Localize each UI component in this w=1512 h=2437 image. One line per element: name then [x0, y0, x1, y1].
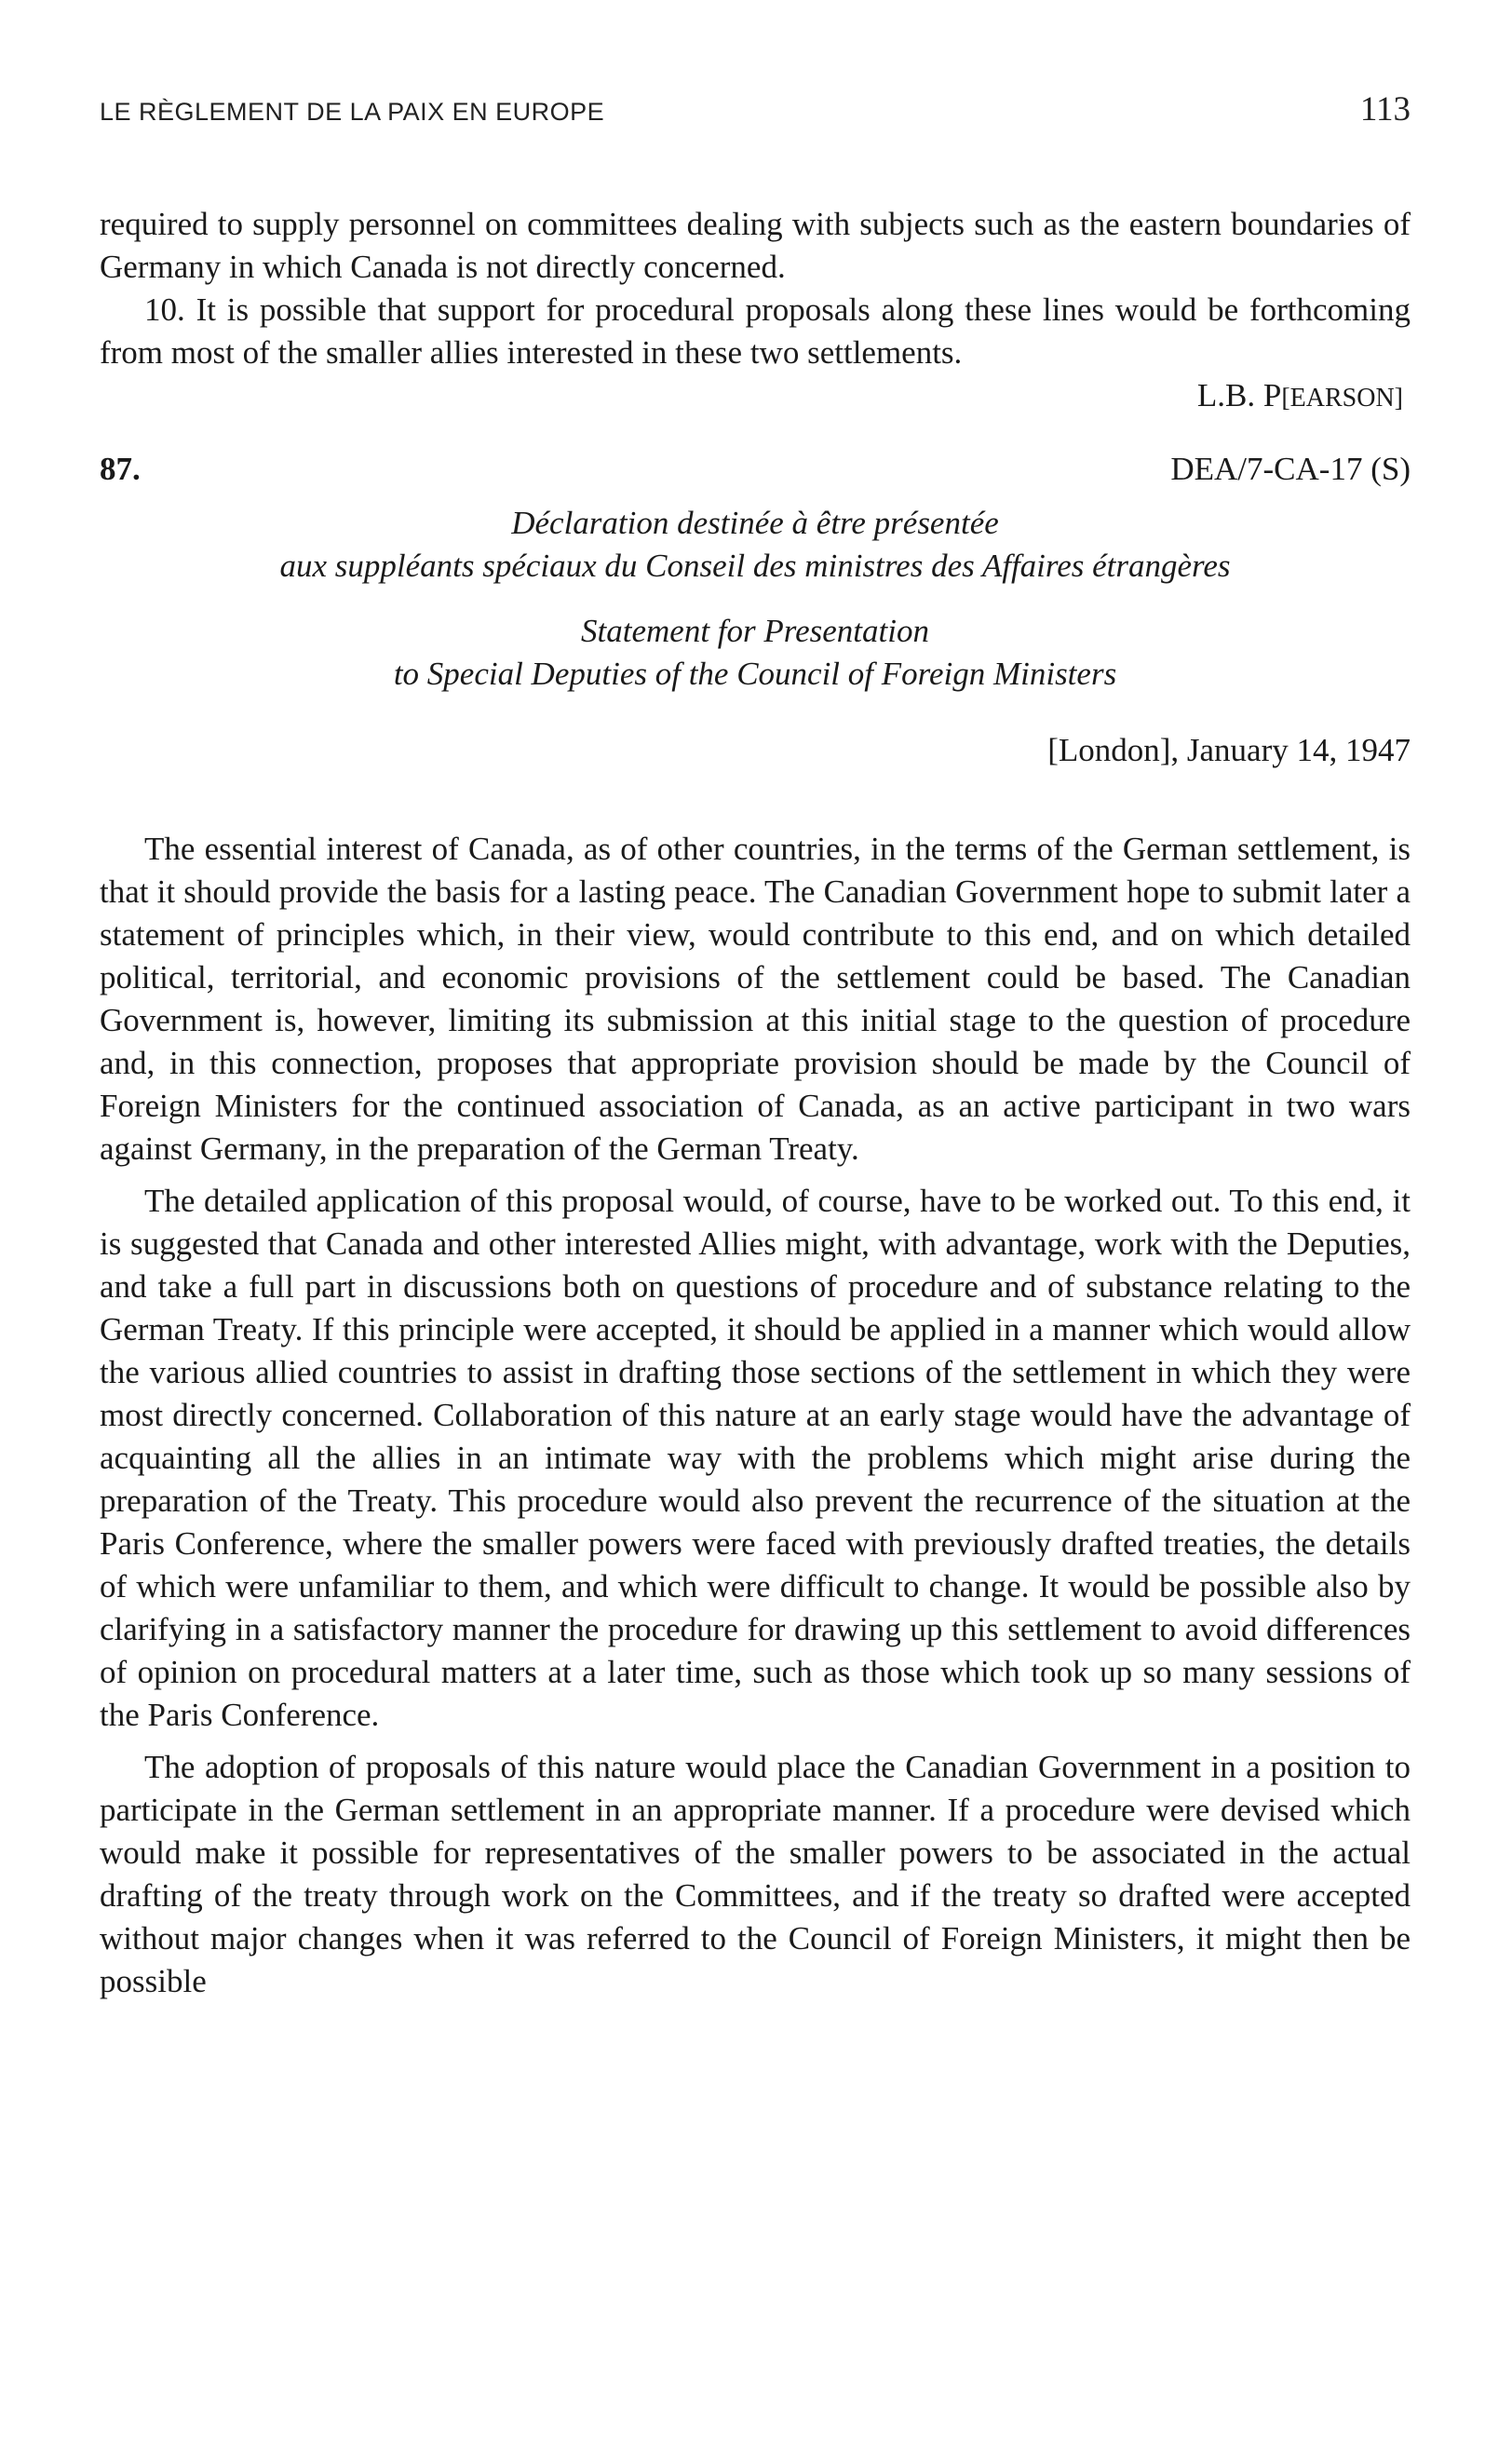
title-french-line-2: aux suppléants spéciaux du Conseil des ministres des Affaires étrangères: [279, 548, 1231, 584]
document-page: [100, 89, 1411, 2003]
paragraph-10: 10. It is possible that support for procedural proposals along these lines would be forthcoming from most of the smaller allies interested in these two settlements.: [100, 291, 1411, 371]
title-english-line-2: to Special Deputies of the Council of Foreign Ministers: [393, 656, 1117, 692]
document-number: 87.: [100, 451, 141, 487]
dateline: [London], January 14, 1947: [1047, 732, 1411, 768]
running-header: [100, 89, 1411, 145]
document-header: [100, 448, 1411, 491]
signature-initials: L.B. P: [1196, 377, 1282, 413]
signature: [100, 374, 1411, 420]
page-number: 113: [1359, 90, 1411, 129]
signature-rest: [EARSON]: [1281, 384, 1403, 413]
body-paragraph: The detailed application of this proposal would, of course, have to be worked out. To this end, it is suggested that Canada and other interested Allies might, with advantage, work with the Deputies, and take a full part in discussions both on questions of procedure and of substance relating to the German Treaty. If this principle were accepted, it should be applied in a manner which would allow the various allied countries to assist in drafting those sections of the settlement in which they were most directly concerned. Collaboration of this nature at an early stage would have the advantage of acquainting all the allies in an intimate way with the problems which might arise during the preparation of the Treaty. This procedure would also prevent the recurrence of the situation at the Paris Conference, where the smaller powers were faced with previously drafted treaties, the details of which were unfamiliar to them, and which were difficult to change. It would be possible also by clarifying in a satisfactory manner the procedure for drawing up this settlement to avoid differences of opinion on procedural matters at a later time, such as those which took up so many sessions of the Paris Conference.: [100, 1183, 1411, 1733]
continuation-paragraph: required to supply personnel on committees dealing with subjects such as the eastern boundaries of Germany in which Canada is not directly concerned.: [100, 206, 1411, 285]
body-paragraph: The essential interest of Canada, as of other countries, in the terms of the German settlement, is that it should provide the basis for a lasting peace. The Canadian Government hope to submit later a statement of principles which, in their view, would contribute to this end, and on which detailed political, territorial, and economic provisions of the settlement could be based. The Canadian Government is, however, limiting its submission at this initial stage to the question of procedure and, in this connection, proposes that appropriate provision should be made by the Council of Foreign Ministers for the continued association of Canada, as an active participant in two wars against Germany, in the preparation of the German Treaty.: [100, 831, 1411, 1167]
body-paragraph: The adoption of proposals of this nature would place the Canadian Government in a position to participate in the German settlement in an appropriate manner. If a procedure were devised which would make it possible for representatives of the smaller powers to be associated in the actual drafting of the treaty through work on the Committees, and if the treaty so drafted were accepted without major changes when it was referred to the Council of Foreign Ministers, it might then be possible: [100, 1749, 1411, 1999]
running-title: LE RÈGLEMENT DE LA PAIX EN EUROPE: [100, 98, 605, 126]
document-reference: DEA/7-CA-17 (S): [1170, 451, 1411, 487]
title-english-line-1: Statement for Presentation: [581, 613, 929, 649]
document-title: [100, 502, 1411, 696]
title-french-line-1: Déclaration destinée à être présentée: [511, 505, 999, 541]
